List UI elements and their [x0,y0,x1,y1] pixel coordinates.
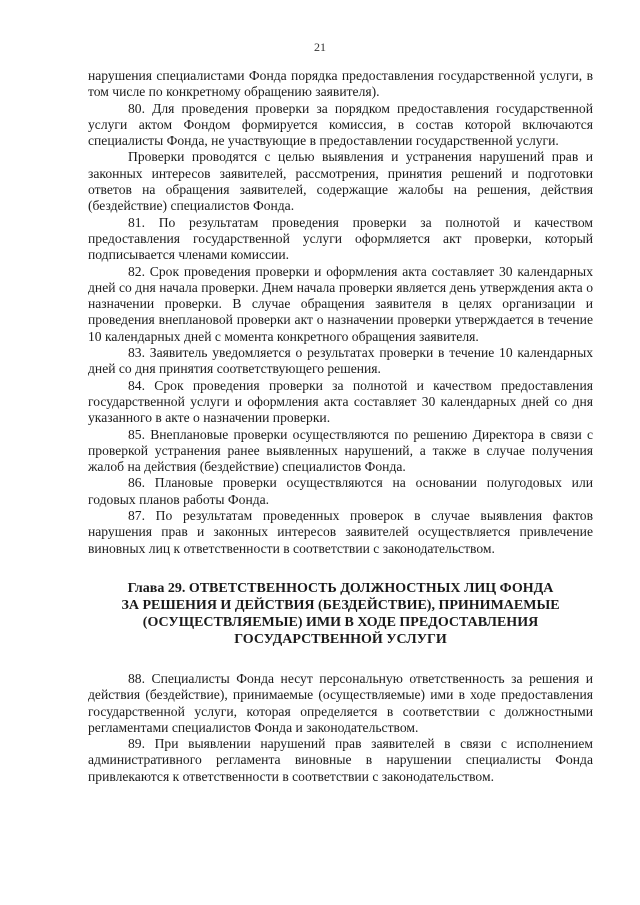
paragraph: Проверки проводятся с целью выявления и устранения нарушений прав и законных интересов заявителей, рассмотрения, принятия решений и подготовки ответов на обращения заявителей, содержащие жалобы на решения, действия (бездействие) специалистов Фонда. [88,149,593,214]
chapter-heading-line: ГОСУДАРСТВЕННОЙ УСЛУГИ [234,631,447,647]
chapter-heading-line: ЗА РЕШЕНИЯ И ДЕЙСТВИЯ (БЕЗДЕЙСТВИЕ), ПРИНИМАЕМЫЕ [121,597,560,613]
chapter-heading-line: Глава 29. ОТВЕТСТВЕННОСТЬ ДОЛЖНОСТНЫХ ЛИЦ ФОНДА [127,580,554,596]
paragraph: 85. Внеплановые проверки осуществляются по решению Директора в связи с проверкой устранения ранее выявленных нарушений, а также в случае получения жалоб на действия (бездействие) специалистов Фонда. [88,426,593,475]
chapter-heading [88,580,593,648]
section-before-heading [88,68,593,557]
paragraph: 82. Срок проведения проверки и оформления акта составляет 30 календарных дней со дня начала проверки. Днем начала проверки является день утверждения акта о назначении проверки. В случае обращения заявителя в целях организации и проведения внеплановой проверки акт о назначении проверки утверждается в течение 10 календарных дней с момента конкретного обращения заявителя. [88,263,593,344]
section-after-heading [88,671,593,785]
chapter-heading-line: (ОСУЩЕСТВЛЯЕМЫЕ) ИМИ В ХОДЕ ПРЕДОСТАВЛЕНИЯ [142,614,539,630]
paragraph: 86. Плановые проверки осуществляются на основании полугодовых или годовых планов работы Фонда. [88,475,593,507]
paragraph: 87. По результатам проведенных проверок в случае выявления фактов нарушения прав и законных интересов заявителей осуществляется привлечение виновных лиц к ответственности в соответствии с законодательством. [88,508,593,556]
paragraph: нарушения специалистами Фонда порядка предоставления государственной услуги, в том числе по конкретному обращению заявителя). [88,68,593,100]
paragraph: 83. Заявитель уведомляется о результатах проверки в течение 10 календарных дней со дня принятия соответствующего решения. [88,345,593,377]
paragraph: 81. По результатам проведения проверки за полнотой и качеством предоставления государственной услуги оформляется акт проверки, который подписывается членами комиссии. [88,214,593,263]
paragraph: 89. При выявлении нарушений прав заявителей в связи с исполнением административного регламента виновные в нарушении специалисты Фонда привлекаются к ответственности в соответствии с законодательством. [88,736,593,784]
page-number: 21 [314,40,326,54]
document-body [88,68,593,785]
paragraph: 84. Срок проведения проверки за полнотой и качеством предоставления государственной услуги и оформления акта составляет 30 календарных дней со дня указанного в акте о назначении проверки. [88,377,593,426]
paragraph: 88. Специалисты Фонда несут персональную ответственность за решения и действия (бездействие), принимаемые (осуществляемые) ими в ходе предоставления государственной услуги, которая определяется в соответствии с должностными регламентами специалистов Фонда и законодательством. [88,670,593,735]
paragraph: 80. Для проведения проверки за порядком предоставления государственной услуги актом Фондом формируется комиссия, в состав которой включаются специалисты Фонда, не участвующие в предоставлении государственной услуги. [88,100,593,149]
